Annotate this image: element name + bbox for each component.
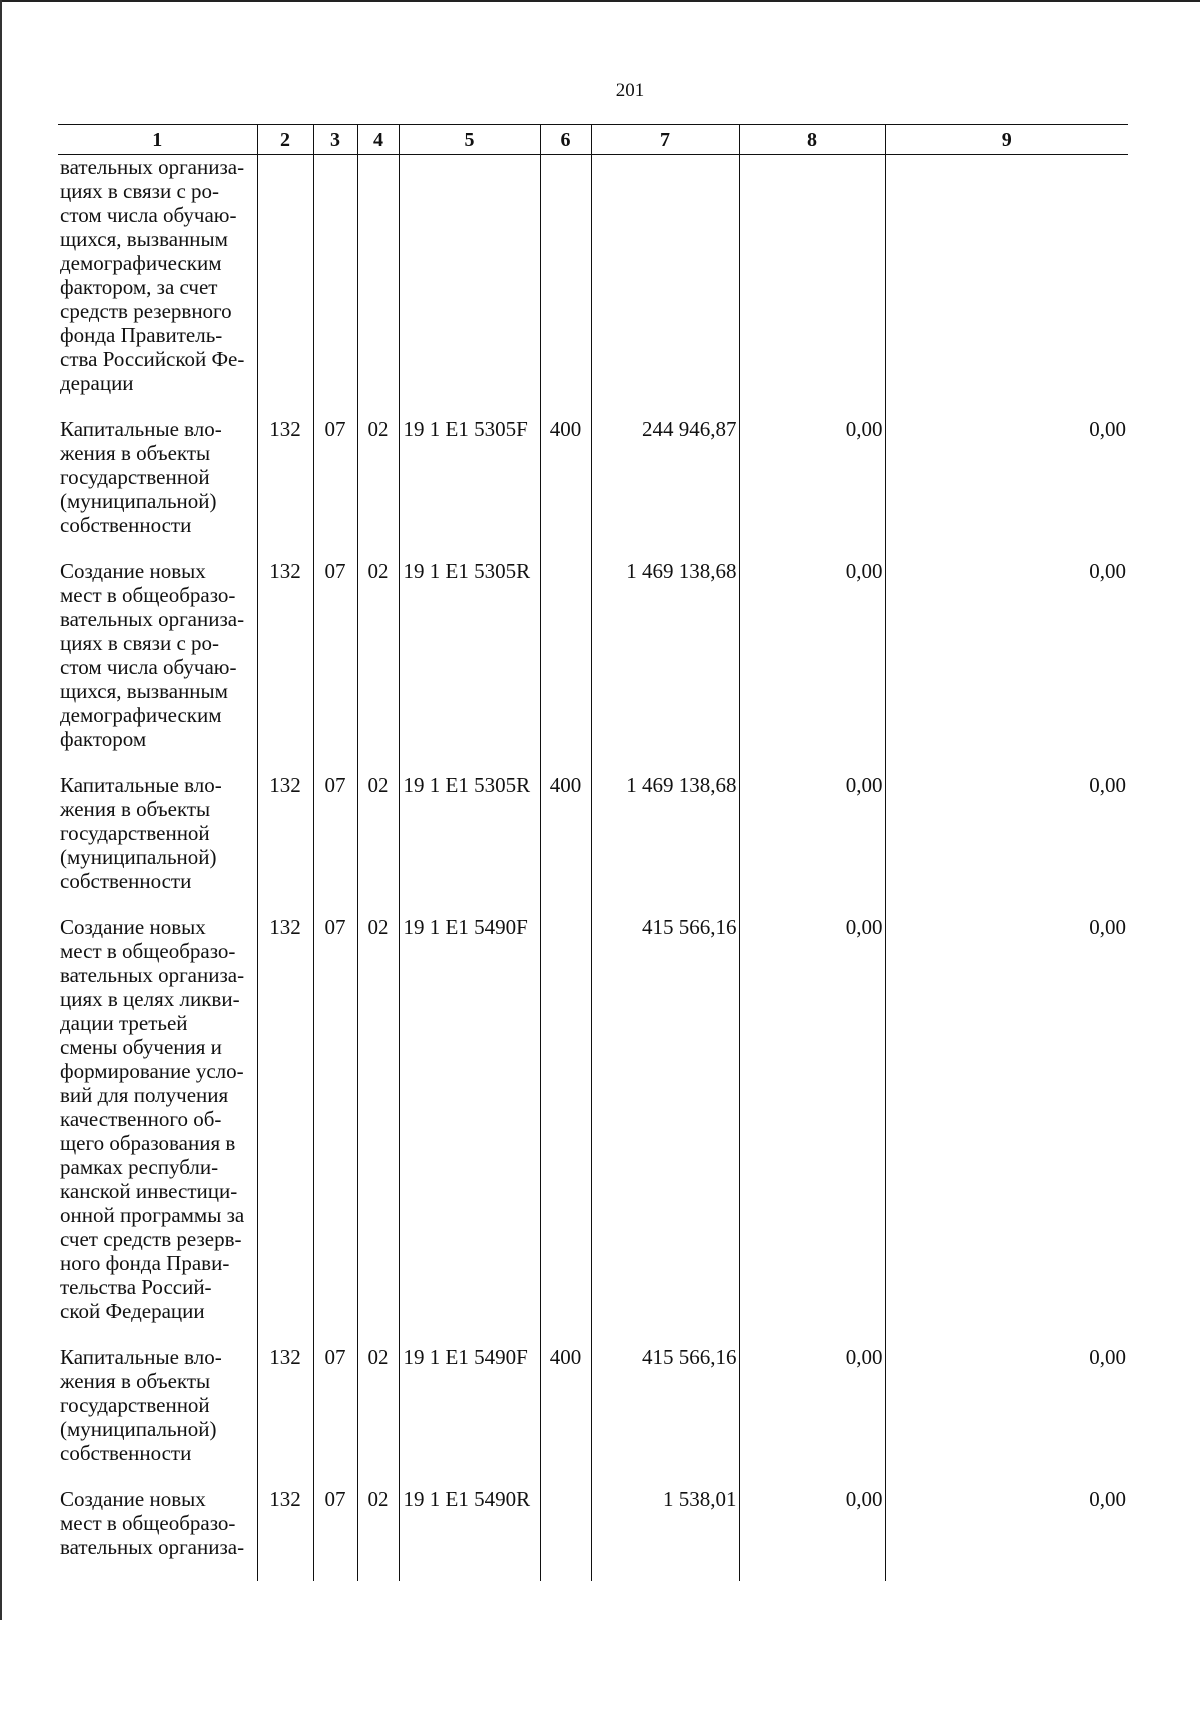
cell-expense-type [540,559,591,773]
cell-target-article: 19 1 E1 5305F [399,417,540,559]
cell-item-name [58,915,257,1345]
item-name-line: ного фонда Прави- [60,1251,230,1275]
cell-ministry-code: 132 [257,1487,313,1581]
item-name-line: (муниципальной) [60,489,217,513]
cell-subsection [357,155,399,418]
item-name-line: Капитальные вло- [60,773,222,797]
item-name-line: Создание новых [60,559,206,583]
column-header-9: 9 [885,125,1128,155]
item-name-line: демографическим [60,703,222,727]
table-body [58,155,1128,1582]
item-name-line: вательных организа- [60,607,245,631]
cell-expense-type: 400 [540,417,591,559]
cell-section: 07 [313,1345,357,1487]
column-header-5: 5 [399,125,540,155]
item-name-line: фактором, за счет [60,275,218,299]
scan-edge-left [0,0,2,1620]
table-row [58,915,1128,1345]
cell-target-article [399,155,540,418]
cell-amount-col9: 0,00 [885,915,1128,1345]
item-name-line: вий для получения [60,1083,229,1107]
item-name-line: мест в общеобразо- [60,583,236,607]
item-name-line: вательных организа- [60,1535,245,1559]
item-name-line: качественного об- [60,1107,222,1131]
item-name-line: Капитальные вло- [60,417,222,441]
cell-section: 07 [313,1487,357,1581]
item-name-line: собственности [60,1441,192,1465]
cell-expense-type [540,155,591,418]
item-name-line: дации третьей [60,1011,188,1035]
table-header-row [58,125,1128,155]
item-name-line: вательных организа- [60,155,245,179]
table-row [58,417,1128,559]
item-name-line: Создание новых [60,1487,206,1511]
cell-item-name [58,1345,257,1487]
item-name-line: вательных организа- [60,963,245,987]
cell-amount-col7 [591,155,739,418]
cell-subsection: 02 [357,773,399,915]
cell-amount-col9 [885,155,1128,418]
cell-subsection: 02 [357,915,399,1345]
budget-table [58,124,1128,1581]
cell-section: 07 [313,417,357,559]
item-name-line: (муниципальной) [60,1417,217,1441]
column-header-7: 7 [591,125,739,155]
item-name-line: щего образования в [60,1131,236,1155]
cell-amount-col8: 0,00 [739,915,885,1345]
table-row [58,1345,1128,1487]
cell-ministry-code: 132 [257,1345,313,1487]
item-name-line: фонда Правитель- [60,323,223,347]
table-row [58,773,1128,915]
item-name-line: государственной [60,821,210,845]
item-name-line: фактором [60,727,147,751]
cell-amount-col7: 1 469 138,68 [591,559,739,773]
item-name-line: жения в объекты [60,797,211,821]
item-name-line: счет средств резерв- [60,1227,242,1251]
cell-item-name [58,417,257,559]
cell-expense-type [540,1487,591,1581]
cell-amount-col8 [739,155,885,418]
item-name-line: рамках республи- [60,1155,219,1179]
cell-section: 07 [313,559,357,773]
item-name-line: ской Федерации [60,1299,205,1323]
item-name-line: щихся, вызванным [60,227,228,251]
cell-amount-col9: 0,00 [885,1345,1128,1487]
item-name-line: государственной [60,465,210,489]
cell-section: 07 [313,773,357,915]
column-header-1: 1 [58,125,257,155]
cell-amount-col8: 0,00 [739,773,885,915]
item-name-line: тельства Россий- [60,1275,212,1299]
item-name-line: стом числа обучаю- [60,203,237,227]
cell-item-name [58,155,257,418]
table-row [58,1487,1128,1581]
cell-subsection: 02 [357,417,399,559]
item-name-line: Капитальные вло- [60,1345,222,1369]
column-header-2: 2 [257,125,313,155]
cell-amount-col9: 0,00 [885,1487,1128,1581]
cell-target-article: 19 1 E1 5490F [399,1345,540,1487]
item-name-line: мест в общеобразо- [60,939,236,963]
item-name-line: онной программы за [60,1203,245,1227]
item-name-line: формирование усло- [60,1059,244,1083]
cell-amount-col8: 0,00 [739,559,885,773]
column-header-8: 8 [739,125,885,155]
item-name-line: дерации [60,371,134,395]
cell-item-name [58,559,257,773]
column-header-4: 4 [357,125,399,155]
item-name-line: государственной [60,1393,210,1417]
cell-amount-col7: 415 566,16 [591,1345,739,1487]
table-row [58,559,1128,773]
item-name-line: жения в объекты [60,1369,211,1393]
cell-amount-col9: 0,00 [885,773,1128,915]
item-name-line: щихся, вызванным [60,679,228,703]
cell-item-name [58,1487,257,1581]
cell-section: 07 [313,915,357,1345]
cell-target-article: 19 1 E1 5490F [399,915,540,1345]
page-number: 201 [615,80,645,101]
cell-amount-col7: 1 538,01 [591,1487,739,1581]
cell-amount-col7: 415 566,16 [591,915,739,1345]
cell-amount-col9: 0,00 [885,417,1128,559]
item-name-line: стом числа обучаю- [60,655,237,679]
cell-section [313,155,357,418]
item-name-line: (муниципальной) [60,845,217,869]
item-name-line: ства Российской Фе- [60,347,245,371]
item-name-line: мест в общеобразо- [60,1511,236,1535]
cell-ministry-code: 132 [257,559,313,773]
item-name-line: Создание новых [60,915,206,939]
item-name-line: циях в связи с ро- [60,631,220,655]
cell-target-article: 19 1 E1 5305R [399,559,540,773]
cell-amount-col7: 1 469 138,68 [591,773,739,915]
item-name-line: канской инвестици- [60,1179,238,1203]
column-header-6: 6 [540,125,591,155]
cell-ministry-code: 132 [257,915,313,1345]
cell-ministry-code: 132 [257,417,313,559]
cell-amount-col7: 244 946,87 [591,417,739,559]
item-name-line: циях в целях ликви- [60,987,240,1011]
cell-ministry-code [257,155,313,418]
cell-expense-type: 400 [540,773,591,915]
cell-target-article: 19 1 E1 5490R [399,1487,540,1581]
column-header-3: 3 [313,125,357,155]
cell-expense-type [540,915,591,1345]
item-name-line: собственности [60,513,192,537]
table-row [58,155,1128,418]
item-name-line: демографическим [60,251,222,275]
cell-amount-col9: 0,00 [885,559,1128,773]
cell-subsection: 02 [357,559,399,773]
item-name-line: средств резервного [60,299,232,323]
cell-amount-col8: 0,00 [739,1487,885,1581]
item-name-line: смены обучения и [60,1035,222,1059]
cell-item-name [58,773,257,915]
scan-edge-top [0,0,1200,2]
cell-subsection: 02 [357,1487,399,1581]
cell-ministry-code: 132 [257,773,313,915]
cell-subsection: 02 [357,1345,399,1487]
item-name-line: жения в объекты [60,441,211,465]
cell-amount-col8: 0,00 [739,417,885,559]
cell-amount-col8: 0,00 [739,1345,885,1487]
cell-expense-type: 400 [540,1345,591,1487]
item-name-line: собственности [60,869,192,893]
cell-target-article: 19 1 E1 5305R [399,773,540,915]
item-name-line: циях в связи с ро- [60,179,220,203]
